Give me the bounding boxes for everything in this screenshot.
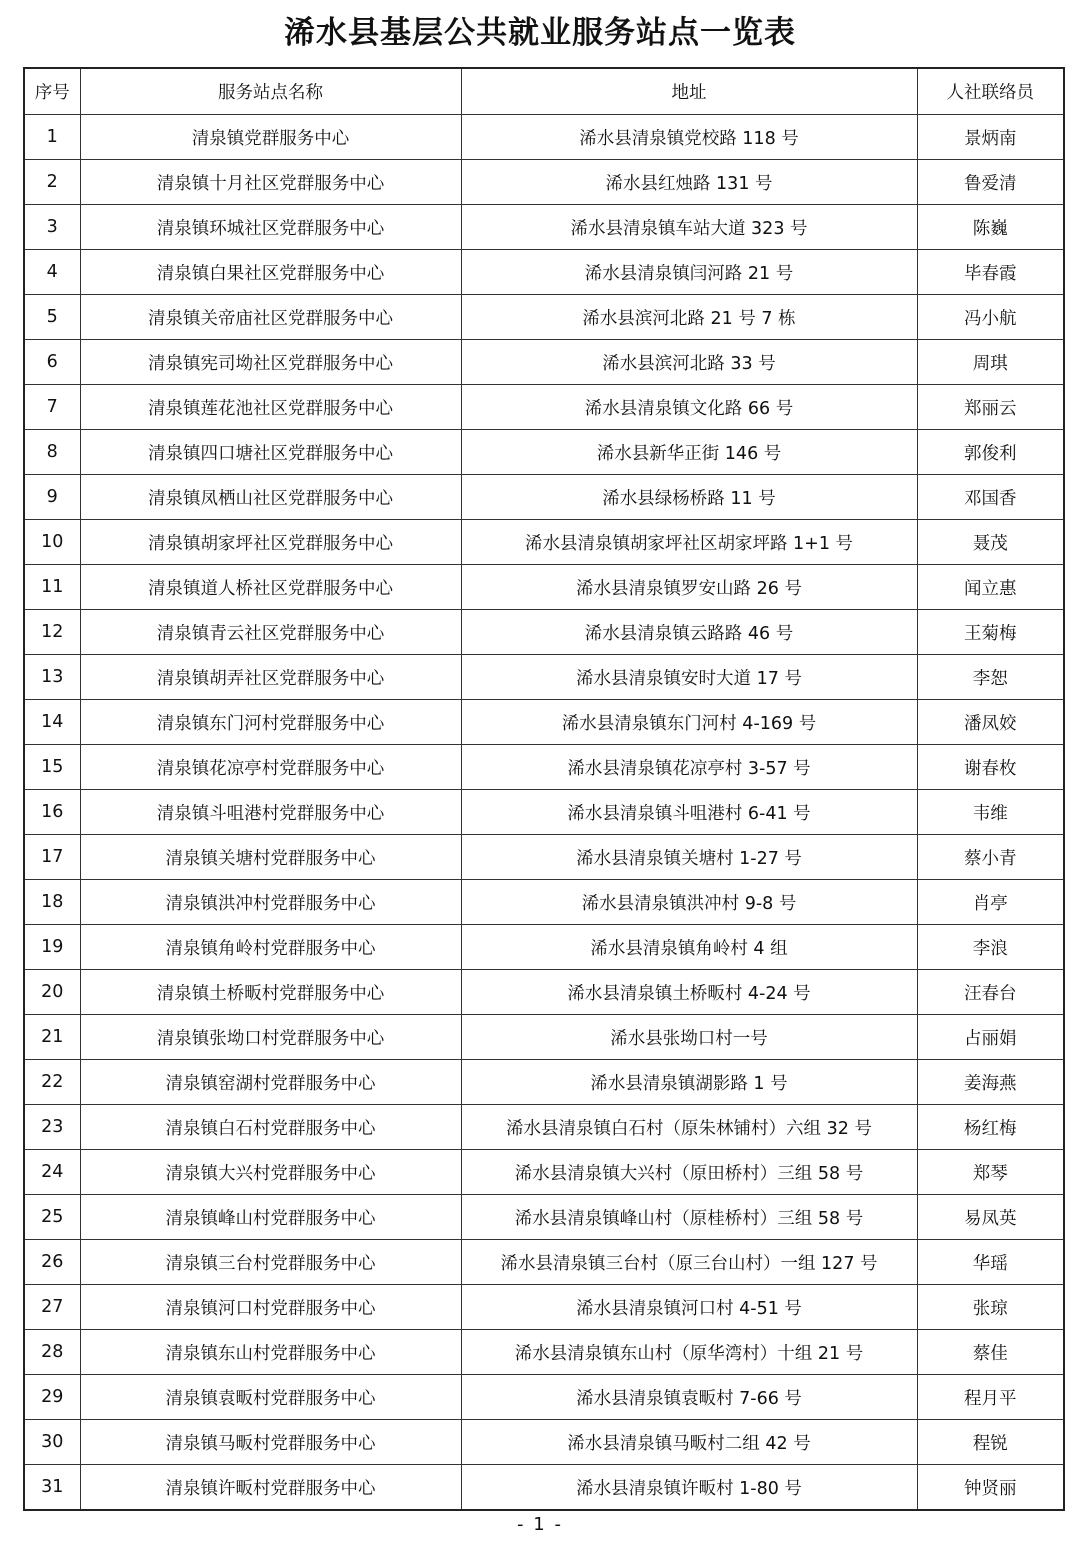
cell-contact: 毕春霞 xyxy=(917,250,1064,295)
table-row xyxy=(24,1060,1064,1105)
cell-no: 27 xyxy=(24,1285,80,1330)
cell-address: 浠水县清泉镇胡家坪社区胡家坪路 1+1 号 xyxy=(461,520,917,565)
table-row xyxy=(24,700,1064,745)
page-number: - 1 - xyxy=(517,1514,563,1535)
cell-contact: 易凤英 xyxy=(917,1195,1064,1240)
table-row xyxy=(24,1240,1064,1285)
cell-address: 浠水县清泉镇马畈村二组 42 号 xyxy=(461,1420,917,1465)
cell-contact: 周琪 xyxy=(917,340,1064,385)
cell-address: 浠水县滨河北路 21 号 7 栋 xyxy=(461,295,917,340)
cell-no: 4 xyxy=(24,250,80,295)
cell-no: 31 xyxy=(24,1465,80,1511)
cell-no: 30 xyxy=(24,1420,80,1465)
cell-station-name: 清泉镇胡家坪社区党群服务中心 xyxy=(80,520,461,565)
cell-contact: 李浪 xyxy=(917,925,1064,970)
cell-station-name: 清泉镇许畈村党群服务中心 xyxy=(80,1465,461,1511)
cell-no: 16 xyxy=(24,790,80,835)
cell-contact: 姜海燕 xyxy=(917,1060,1064,1105)
cell-contact: 程锐 xyxy=(917,1420,1064,1465)
cell-contact: 郭俊利 xyxy=(917,430,1064,475)
cell-address: 浠水县清泉镇关塘村 1-27 号 xyxy=(461,835,917,880)
cell-no: 28 xyxy=(24,1330,80,1375)
table-row xyxy=(24,160,1064,205)
cell-address: 浠水县清泉镇闫河路 21 号 xyxy=(461,250,917,295)
cell-contact: 张琼 xyxy=(917,1285,1064,1330)
cell-address: 浠水县清泉镇许畈村 1-80 号 xyxy=(461,1465,917,1511)
table-row xyxy=(24,1015,1064,1060)
cell-no: 20 xyxy=(24,970,80,1015)
cell-contact: 肖亭 xyxy=(917,880,1064,925)
cell-station-name: 清泉镇关塘村党群服务中心 xyxy=(80,835,461,880)
table-row xyxy=(24,1195,1064,1240)
cell-address: 浠水县张坳口村一号 xyxy=(461,1015,917,1060)
cell-station-name: 清泉镇洪冲村党群服务中心 xyxy=(80,880,461,925)
header-address: 地址 xyxy=(461,68,917,115)
cell-contact: 邓国香 xyxy=(917,475,1064,520)
cell-no: 22 xyxy=(24,1060,80,1105)
cell-contact: 占丽娟 xyxy=(917,1015,1064,1060)
cell-station-name: 清泉镇十月社区党群服务中心 xyxy=(80,160,461,205)
cell-contact: 谢春枚 xyxy=(917,745,1064,790)
table-row xyxy=(24,1285,1064,1330)
table-row xyxy=(24,655,1064,700)
cell-no: 24 xyxy=(24,1150,80,1195)
cell-no: 29 xyxy=(24,1375,80,1420)
cell-station-name: 清泉镇花凉亭村党群服务中心 xyxy=(80,745,461,790)
cell-station-name: 清泉镇环城社区党群服务中心 xyxy=(80,205,461,250)
cell-no: 6 xyxy=(24,340,80,385)
cell-station-name: 清泉镇胡弄社区党群服务中心 xyxy=(80,655,461,700)
cell-contact: 郑琴 xyxy=(917,1150,1064,1195)
cell-no: 1 xyxy=(24,115,80,160)
cell-address: 浠水县清泉镇三台村（原三台山村）一组 127 号 xyxy=(461,1240,917,1285)
cell-contact: 景炳南 xyxy=(917,115,1064,160)
cell-address: 浠水县绿杨桥路 11 号 xyxy=(461,475,917,520)
table-row xyxy=(24,475,1064,520)
cell-address: 浠水县清泉镇大兴村（原田桥村）三组 58 号 xyxy=(461,1150,917,1195)
cell-no: 18 xyxy=(24,880,80,925)
cell-station-name: 清泉镇袁畈村党群服务中心 xyxy=(80,1375,461,1420)
cell-contact: 李恕 xyxy=(917,655,1064,700)
table-row xyxy=(24,835,1064,880)
table-row xyxy=(24,1150,1064,1195)
cell-no: 3 xyxy=(24,205,80,250)
cell-address: 浠水县清泉镇湖影路 1 号 xyxy=(461,1060,917,1105)
table-row xyxy=(24,1420,1064,1465)
cell-no: 23 xyxy=(24,1105,80,1150)
cell-no: 7 xyxy=(24,385,80,430)
table-row xyxy=(24,745,1064,790)
cell-address: 浠水县新华正街 146 号 xyxy=(461,430,917,475)
cell-contact: 程月平 xyxy=(917,1375,1064,1420)
cell-station-name: 清泉镇土桥畈村党群服务中心 xyxy=(80,970,461,1015)
table-row xyxy=(24,1105,1064,1150)
cell-address: 浠水县清泉镇花凉亭村 3-57 号 xyxy=(461,745,917,790)
cell-no: 8 xyxy=(24,430,80,475)
table-row xyxy=(24,790,1064,835)
cell-contact: 杨红梅 xyxy=(917,1105,1064,1150)
cell-no: 19 xyxy=(24,925,80,970)
service-station-table xyxy=(23,67,1065,1511)
table-row xyxy=(24,925,1064,970)
cell-station-name: 清泉镇东山村党群服务中心 xyxy=(80,1330,461,1375)
cell-no: 26 xyxy=(24,1240,80,1285)
cell-no: 17 xyxy=(24,835,80,880)
cell-contact: 钟贤丽 xyxy=(917,1465,1064,1511)
table-row xyxy=(24,1465,1064,1511)
cell-contact: 韦维 xyxy=(917,790,1064,835)
cell-address: 浠水县清泉镇洪冲村 9-8 号 xyxy=(461,880,917,925)
cell-station-name: 清泉镇大兴村党群服务中心 xyxy=(80,1150,461,1195)
cell-address: 浠水县清泉镇角岭村 4 组 xyxy=(461,925,917,970)
cell-address: 浠水县清泉镇土桥畈村 4-24 号 xyxy=(461,970,917,1015)
cell-no: 25 xyxy=(24,1195,80,1240)
cell-address: 浠水县清泉镇河口村 4-51 号 xyxy=(461,1285,917,1330)
table-row xyxy=(24,205,1064,250)
cell-station-name: 清泉镇斗咀港村党群服务中心 xyxy=(80,790,461,835)
cell-station-name: 清泉镇宪司坳社区党群服务中心 xyxy=(80,340,461,385)
cell-station-name: 清泉镇河口村党群服务中心 xyxy=(80,1285,461,1330)
table-row xyxy=(24,250,1064,295)
cell-address: 浠水县清泉镇车站大道 323 号 xyxy=(461,205,917,250)
cell-station-name: 清泉镇窑湖村党群服务中心 xyxy=(80,1060,461,1105)
cell-no: 9 xyxy=(24,475,80,520)
table-row xyxy=(24,385,1064,430)
cell-no: 12 xyxy=(24,610,80,655)
table-row xyxy=(24,970,1064,1015)
table-body xyxy=(24,115,1064,1511)
cell-address: 浠水县清泉镇文化路 66 号 xyxy=(461,385,917,430)
cell-no: 5 xyxy=(24,295,80,340)
cell-address: 浠水县清泉镇东门河村 4-169 号 xyxy=(461,700,917,745)
cell-station-name: 清泉镇马畈村党群服务中心 xyxy=(80,1420,461,1465)
table-row xyxy=(24,295,1064,340)
cell-no: 2 xyxy=(24,160,80,205)
cell-station-name: 清泉镇峰山村党群服务中心 xyxy=(80,1195,461,1240)
cell-no: 10 xyxy=(24,520,80,565)
cell-contact: 聂茂 xyxy=(917,520,1064,565)
cell-station-name: 清泉镇青云社区党群服务中心 xyxy=(80,610,461,655)
cell-station-name: 清泉镇四口塘社区党群服务中心 xyxy=(80,430,461,475)
table-row xyxy=(24,1330,1064,1375)
cell-contact: 潘凤姣 xyxy=(917,700,1064,745)
cell-contact: 汪春台 xyxy=(917,970,1064,1015)
cell-no: 11 xyxy=(24,565,80,610)
cell-contact: 闻立惠 xyxy=(917,565,1064,610)
cell-address: 浠水县红烛路 131 号 xyxy=(461,160,917,205)
table-row xyxy=(24,565,1064,610)
cell-no: 21 xyxy=(24,1015,80,1060)
table-row xyxy=(24,340,1064,385)
cell-station-name: 清泉镇凤栖山社区党群服务中心 xyxy=(80,475,461,520)
cell-address: 浠水县清泉镇罗安山路 26 号 xyxy=(461,565,917,610)
table-row xyxy=(24,520,1064,565)
cell-contact: 蔡小青 xyxy=(917,835,1064,880)
table-row xyxy=(24,610,1064,655)
cell-address: 浠水县清泉镇袁畈村 7-66 号 xyxy=(461,1375,917,1420)
cell-contact: 陈巍 xyxy=(917,205,1064,250)
cell-station-name: 清泉镇白石村党群服务中心 xyxy=(80,1105,461,1150)
cell-station-name: 清泉镇白果社区党群服务中心 xyxy=(80,250,461,295)
header-station-name: 服务站点名称 xyxy=(80,68,461,115)
cell-station-name: 清泉镇角岭村党群服务中心 xyxy=(80,925,461,970)
cell-no: 15 xyxy=(24,745,80,790)
cell-contact: 冯小航 xyxy=(917,295,1064,340)
page-title: 浠水县基层公共就业服务站点一览表 xyxy=(284,15,796,51)
cell-station-name: 清泉镇莲花池社区党群服务中心 xyxy=(80,385,461,430)
cell-address: 浠水县清泉镇峰山村（原桂桥村）三组 58 号 xyxy=(461,1195,917,1240)
table-row xyxy=(24,880,1064,925)
cell-contact: 华瑶 xyxy=(917,1240,1064,1285)
cell-station-name: 清泉镇三台村党群服务中心 xyxy=(80,1240,461,1285)
header-no: 序号 xyxy=(24,68,80,115)
cell-address: 浠水县清泉镇白石村（原朱林铺村）六组 32 号 xyxy=(461,1105,917,1150)
cell-address: 浠水县清泉镇安时大道 17 号 xyxy=(461,655,917,700)
cell-address: 浠水县滨河北路 33 号 xyxy=(461,340,917,385)
cell-contact: 郑丽云 xyxy=(917,385,1064,430)
cell-address: 浠水县清泉镇东山村（原华湾村）十组 21 号 xyxy=(461,1330,917,1375)
cell-station-name: 清泉镇道人桥社区党群服务中心 xyxy=(80,565,461,610)
cell-contact: 鲁爱清 xyxy=(917,160,1064,205)
cell-address: 浠水县清泉镇党校路 118 号 xyxy=(461,115,917,160)
table-header-row xyxy=(24,68,1064,115)
table-row xyxy=(24,115,1064,160)
cell-address: 浠水县清泉镇云路路 46 号 xyxy=(461,610,917,655)
cell-contact: 王菊梅 xyxy=(917,610,1064,655)
cell-contact: 蔡佳 xyxy=(917,1330,1064,1375)
cell-station-name: 清泉镇张坳口村党群服务中心 xyxy=(80,1015,461,1060)
header-contact: 人社联络员 xyxy=(917,68,1064,115)
cell-no: 14 xyxy=(24,700,80,745)
table-row xyxy=(24,1375,1064,1420)
cell-station-name: 清泉镇关帝庙社区党群服务中心 xyxy=(80,295,461,340)
cell-station-name: 清泉镇党群服务中心 xyxy=(80,115,461,160)
cell-no: 13 xyxy=(24,655,80,700)
cell-address: 浠水县清泉镇斗咀港村 6-41 号 xyxy=(461,790,917,835)
table-row xyxy=(24,430,1064,475)
cell-station-name: 清泉镇东门河村党群服务中心 xyxy=(80,700,461,745)
